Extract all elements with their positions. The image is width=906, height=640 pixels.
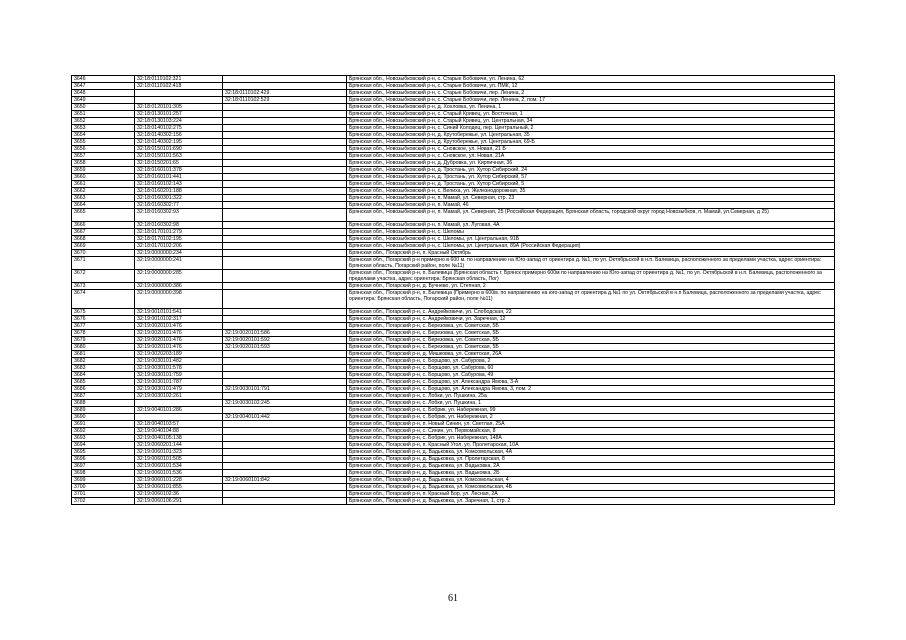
- cadastral-number-cell: 32:19:0060101:536: [135, 470, 223, 477]
- address-cell: Брянская обл., Погарский р-н, д. Вадьковка, ул. Комсомольская, 4Б: [347, 484, 835, 491]
- address-cell: Брянская обл., Новозыбковский р-н, с. Старый Кривец, ул. Центральная, 34: [347, 118, 835, 125]
- related-cadastral-number-cell: [223, 463, 347, 470]
- cadastral-number-cell: 32:18:0160101:378: [135, 167, 223, 174]
- address-cell: Брянская обл., Погарский р-н, д. Вадьковка, ул. Заречная, 1, стр. 2: [347, 498, 835, 505]
- table-row: [72, 470, 835, 477]
- address-cell: Брянская обл., Погарский р-н, п. Балевица (Брянская область г. Брянск примерно 600м по направлению на Юго-запад от ориентира д. №1, по ул. Октябрьской в н.п. Балевица, расположенного за пределами участка, адрес ориентира: Брянская область, Пог): [347, 270, 835, 283]
- related-cadastral-number-cell: [223, 351, 347, 358]
- related-cadastral-number-cell: 32:18:0110102:529: [223, 97, 347, 104]
- row-number-cell: 3657: [72, 153, 135, 160]
- table-row: [72, 270, 835, 283]
- table-row: [72, 243, 835, 250]
- row-number-cell: 3666: [72, 222, 135, 229]
- related-cadastral-number-cell: [223, 257, 347, 270]
- table-row: [72, 330, 835, 337]
- related-cadastral-number-cell: [223, 379, 347, 386]
- page-number: 61: [448, 593, 458, 604]
- cadastral-number-cell: 32:19:0000000:285: [135, 270, 223, 283]
- row-number-cell: 3648: [72, 90, 135, 97]
- address-cell: Брянская обл., Новозыбковский р-н, д. Крутобережье, ул. Центральная, 35: [347, 132, 835, 139]
- cadastral-number-cell: [135, 97, 223, 104]
- cadastral-number-cell: 32:18:0150101:690: [135, 146, 223, 153]
- table-row: [72, 283, 835, 290]
- table-row: [72, 174, 835, 181]
- table-row: [72, 463, 835, 470]
- address-cell: Брянская обл., Новозыбковский р-н, д. Тростань, ул. Хутор Сибирский, 24: [347, 167, 835, 174]
- row-number-cell: 3682: [72, 358, 135, 365]
- address-cell: Брянская обл., Погарский р-н, с. Борщово, ул. Сабурова, 49: [347, 372, 835, 379]
- row-number-cell: 3655: [72, 139, 135, 146]
- related-cadastral-number-cell: [223, 290, 347, 309]
- table-row: [72, 104, 835, 111]
- table-row: [72, 125, 835, 132]
- table-row: [72, 379, 835, 386]
- cadastral-number-cell: 32:18:0110102:418: [135, 83, 223, 90]
- cadastral-number-cell: 32:19:0060201:144: [135, 442, 223, 449]
- address-cell: Брянская обл., Погарский р-н, с. Борщово, ул. Сабурова, 60: [347, 365, 835, 372]
- cadastral-number-cell: 32:18:0140302:195: [135, 139, 223, 146]
- cadastral-number-cell: 32:19:0000000:234: [135, 250, 223, 257]
- row-number-cell: 3694: [72, 442, 135, 449]
- cadastral-number-cell: 32:19:0030102:261: [135, 393, 223, 400]
- related-cadastral-number-cell: 32:18:0110102:429: [223, 90, 347, 97]
- row-number-cell: 3647: [72, 83, 135, 90]
- related-cadastral-number-cell: [223, 188, 347, 195]
- related-cadastral-number-cell: [223, 449, 347, 456]
- cadastral-number-cell: [135, 400, 223, 407]
- related-cadastral-number-cell: [223, 470, 347, 477]
- related-cadastral-number-cell: 32:19:0020101:593: [223, 344, 347, 351]
- cadastral-number-cell: 32:19:0030101:759: [135, 372, 223, 379]
- related-cadastral-number-cell: [223, 309, 347, 316]
- address-cell: Брянская обл., Погарский р-н, с. Борщово, ул. Александра Ямова, 3-А: [347, 379, 835, 386]
- cadastral-number-cell: 32:18:0140302:156: [135, 132, 223, 139]
- address-cell: Брянская обл., Погарский р-н, с. Березовка, ул. Советская, 5Б: [347, 330, 835, 337]
- address-cell: Брянская обл., Погарский р-н, д. Вадьковка, ул. Вадьковка, 2Б: [347, 470, 835, 477]
- related-cadastral-number-cell: 32:19:0020101:592: [223, 337, 347, 344]
- table-row: [72, 195, 835, 202]
- table-row: [72, 229, 835, 236]
- row-number-cell: 3672: [72, 270, 135, 283]
- address-cell: Брянская обл., Погарский р-н, с. Синин, ул. Первомайская, 8: [347, 428, 835, 435]
- table-row: [72, 344, 835, 351]
- cadastral-number-cell: 32:19:0060101:323: [135, 449, 223, 456]
- related-cadastral-number-cell: [223, 209, 347, 222]
- cadastral-number-cell: [135, 414, 223, 421]
- related-cadastral-number-cell: [223, 393, 347, 400]
- address-cell: Брянская обл., Погарский р-н, с. Борщово, ул. Сабурова, 2: [347, 358, 835, 365]
- table-row: [72, 181, 835, 188]
- cadastral-number-cell: 32:19:0040101:286: [135, 407, 223, 414]
- address-cell: Брянская обл., Погарский р-н, с. Бобрик, ул. Набережная, 99: [347, 407, 835, 414]
- cadastral-number-cell: 32:19:0030101:482: [135, 358, 223, 365]
- related-cadastral-number-cell: [223, 111, 347, 118]
- table-row: [72, 442, 835, 449]
- address-cell: Брянская обл., Погарский р-н, д. Вадьковка, ул. Комсомольская, 4А: [347, 449, 835, 456]
- address-cell: Брянская обл., Погарский р-н, с. Лобки, ул. Пушкина, 1: [347, 400, 835, 407]
- row-number-cell: 3699: [72, 477, 135, 484]
- row-number-cell: 3687: [72, 393, 135, 400]
- cadastral-number-cell: 32:18:0170101:279: [135, 229, 223, 236]
- row-number-cell: 3646: [72, 76, 135, 83]
- address-cell: Брянская обл., Новозыбковский р-н, с. Сновское, ул. Новая, 21 Б: [347, 146, 835, 153]
- row-number-cell: 3702: [72, 498, 135, 505]
- row-number-cell: 3659: [72, 167, 135, 174]
- row-number-cell: 3689: [72, 407, 135, 414]
- table-row: [72, 118, 835, 125]
- related-cadastral-number-cell: [223, 139, 347, 146]
- row-number-cell: 3650: [72, 104, 135, 111]
- row-number-cell: 3701: [72, 491, 135, 498]
- table-row: [72, 421, 835, 428]
- cadastral-number-cell: 32:19:0060106:291: [135, 498, 223, 505]
- related-cadastral-number-cell: [223, 456, 347, 463]
- related-cadastral-number-cell: [223, 167, 347, 174]
- table-row: [72, 290, 835, 309]
- table-row: [72, 76, 835, 83]
- row-number-cell: 3670: [72, 250, 135, 257]
- row-number-cell: 3658: [72, 160, 135, 167]
- cadastral-number-cell: 32:18:0150101:563: [135, 153, 223, 160]
- address-cell: Брянская обл., Новозыбковский р-н, с. Старые Бобовичи, ул. ПМК, 12: [347, 83, 835, 90]
- cadastral-number-cell: 32:18:0120101:305: [135, 104, 223, 111]
- cadastral-number-cell: 32:19:0060101:855: [135, 484, 223, 491]
- related-cadastral-number-cell: 32:19:0040101:442: [223, 414, 347, 421]
- related-cadastral-number-cell: [223, 83, 347, 90]
- cadastral-number-cell: 32:18:0170102:195: [135, 236, 223, 243]
- related-cadastral-number-cell: [223, 76, 347, 83]
- table-row: [72, 146, 835, 153]
- address-cell: Брянская обл., Новозыбковский р-н, с. Сновское, ул. Новая, 21А: [347, 153, 835, 160]
- address-cell: Брянская обл., Погарский р-н, д. Вадьковка, ул. Вадьковка, 2А: [347, 463, 835, 470]
- table-row: [72, 484, 835, 491]
- address-cell: Брянская обл., Погарский р-н примерно в 600 м. по направлению на Юго-запад от ориентира д. №1, по ул. Октябрьской в н.п. Балевица, расположенного за пределами участка, адрес ориентира: Брянская область, Погарский район, поле №11): [347, 257, 835, 270]
- row-number-cell: 3686: [72, 386, 135, 393]
- cadastral-number-cell: 32:18:0160102:143: [135, 181, 223, 188]
- related-cadastral-number-cell: 32:19:0060101:842: [223, 477, 347, 484]
- related-cadastral-number-cell: [223, 428, 347, 435]
- table-row: [72, 83, 835, 90]
- row-number-cell: 3685: [72, 379, 135, 386]
- address-cell: Брянская обл., Погарский р-н, п. Балевица (Примерно в 600м. по направлению на юго-запад от ориентира д.№1 по ул. Октябрьской в н.п Балевица, расположенного за пределами участка, адрес ориентира: Брянская область, Погарский район, поле №11): [347, 290, 835, 309]
- row-number-cell: 3661: [72, 181, 135, 188]
- row-number-cell: 3662: [72, 188, 135, 195]
- cadastral-number-cell: 32:19:0000000:398: [135, 290, 223, 309]
- cadastral-number-cell: 32:18:0160301:322: [135, 195, 223, 202]
- table-row: [72, 250, 835, 257]
- cadastral-number-cell: 32:18:0150201:65: [135, 160, 223, 167]
- related-cadastral-number-cell: [223, 250, 347, 257]
- row-number-cell: 3691: [72, 421, 135, 428]
- row-number-cell: 3668: [72, 236, 135, 243]
- address-cell: Брянская обл., Новозыбковский р-н, д. Тростань, ул. Хутор Сибирский, 57: [347, 174, 835, 181]
- address-cell: Брянская обл., Новозыбковский р-н, п. Мамай, ул. Северная, 25 (Российская Федерация, Брянская область, городской округ город Новозыбков, п. Мамай, ул.Северная, д 25): [347, 209, 835, 222]
- address-cell: Брянская обл., Новозыбковский р-н, д. Дубровка, ул. Кирпичная, 36: [347, 160, 835, 167]
- cadastral-number-cell: 32:19:0030101:787: [135, 379, 223, 386]
- row-number-cell: 3649: [72, 97, 135, 104]
- address-cell: Брянская обл., Новозыбковский р-н, с. Синий Колодец, пер. Центральный, 2: [347, 125, 835, 132]
- cadastral-number-cell: 32:19:0020101:476: [135, 323, 223, 330]
- address-cell: Брянская обл., Погарский р-н, с. Лобки, ул. Пушкина, 25а: [347, 393, 835, 400]
- table-row: [72, 477, 835, 484]
- table-row: [72, 236, 835, 243]
- table-row: [72, 90, 835, 97]
- cadastral-number-cell: 32:19:0060101:534: [135, 463, 223, 470]
- cadastral-number-cell: 32:19:0040104:88: [135, 428, 223, 435]
- related-cadastral-number-cell: 32:19:0030101:791: [223, 386, 347, 393]
- row-number-cell: 3651: [72, 111, 135, 118]
- row-number-cell: 3693: [72, 435, 135, 442]
- address-cell: Брянская обл., Новозыбковский р-н, п. Мамай, ул. Северная, стр. 23: [347, 195, 835, 202]
- table-row: [72, 386, 835, 393]
- cadastral-number-cell: [135, 90, 223, 97]
- cadastral-number-cell: 32:18:0160101:441: [135, 174, 223, 181]
- row-number-cell: 3681: [72, 351, 135, 358]
- cadastral-number-cell: 32:18:0040103:57: [135, 421, 223, 428]
- address-cell: Брянская обл., Новозыбковский р-н, с. Старые Бобовичи, ул. Ленина, 62: [347, 76, 835, 83]
- table-row: [72, 153, 835, 160]
- cadastral-number-cell: 32:19:0030101:578: [135, 365, 223, 372]
- address-cell: Брянская обл., Погарский р-н, с. Андрейковичи, ул. Заречная, 12: [347, 316, 835, 323]
- address-cell: Брянская обл., Погарский р-н, с. Андрейковичи, ул. Слободская, 22: [347, 309, 835, 316]
- cadastral-number-cell: 32:19:0060101:505: [135, 456, 223, 463]
- row-number-cell: 3654: [72, 132, 135, 139]
- cadastral-number-cell: 32:18:0170102:206: [135, 243, 223, 250]
- row-number-cell: 3664: [72, 202, 135, 209]
- table-row: [72, 351, 835, 358]
- related-cadastral-number-cell: [223, 442, 347, 449]
- table-row: [72, 97, 835, 104]
- address-cell: Брянская обл., Новозыбковский р-н, с. Старые Бобовичи, пер. Ленина, 2: [347, 90, 835, 97]
- address-cell: Брянская обл., Погарский р-н, с. Березовка, ул. Советская, 5Б: [347, 337, 835, 344]
- table-row: [72, 202, 835, 209]
- cadastral-number-cell: 32:18:0140102:275: [135, 125, 223, 132]
- related-cadastral-number-cell: [223, 118, 347, 125]
- table-row: [72, 160, 835, 167]
- address-cell: Брянская обл., Погарский р-н, п. Красный Бор, ул. Лесная, 2А: [347, 491, 835, 498]
- related-cadastral-number-cell: [223, 484, 347, 491]
- table-row: [72, 491, 835, 498]
- related-cadastral-number-cell: [223, 125, 347, 132]
- address-cell: Брянская обл., Новозыбковский р-н, с. Шеломы: [347, 229, 835, 236]
- related-cadastral-number-cell: [223, 174, 347, 181]
- table-row: [72, 167, 835, 174]
- table-row: [72, 456, 835, 463]
- related-cadastral-number-cell: [223, 498, 347, 505]
- address-cell: Брянская обл., Погарский р-н, с. Борщово, ул. Александра Ямова, 3, пом. 2: [347, 386, 835, 393]
- address-cell: Брянская обл., Новозыбковский р-н, с. Вепиха, ул. Железнодорожная, 35: [347, 188, 835, 195]
- table-row: [72, 188, 835, 195]
- related-cadastral-number-cell: [223, 229, 347, 236]
- row-number-cell: 3692: [72, 428, 135, 435]
- address-cell: Брянская обл., Новозыбковский р-н, д. Крутобережье, ул. Центральная, 69-Б: [347, 139, 835, 146]
- related-cadastral-number-cell: [223, 153, 347, 160]
- address-cell: Брянская обл., Погарский р-н, с. Березовка, ул. Советская, 5Б: [347, 323, 835, 330]
- address-cell: Брянская обл., Новозыбковский р-н, с. Шеломы, ул. Центральная, 89А (Российская Федерация): [347, 243, 835, 250]
- table-row: [72, 414, 835, 421]
- row-number-cell: 3697: [72, 463, 135, 470]
- table-row: [72, 449, 835, 456]
- row-number-cell: 3663: [72, 195, 135, 202]
- table-row: [72, 111, 835, 118]
- related-cadastral-number-cell: [223, 316, 347, 323]
- cadastral-number-cell: 32:19:0000000:241: [135, 257, 223, 270]
- row-number-cell: 3680: [72, 344, 135, 351]
- table-row: [72, 498, 835, 505]
- related-cadastral-number-cell: 32:19:0030102:245: [223, 400, 347, 407]
- cadastral-number-cell: 32:18:0160302:98: [135, 222, 223, 229]
- related-cadastral-number-cell: [223, 243, 347, 250]
- cadastral-number-cell: 32:19:0040105:138: [135, 435, 223, 442]
- row-number-cell: 3690: [72, 414, 135, 421]
- row-number-cell: 3677: [72, 323, 135, 330]
- row-number-cell: 3679: [72, 337, 135, 344]
- cadastral-number-cell: 32:19:0030101:479: [135, 386, 223, 393]
- row-number-cell: 3671: [72, 257, 135, 270]
- row-number-cell: 3695: [72, 449, 135, 456]
- table-row: [72, 393, 835, 400]
- related-cadastral-number-cell: [223, 222, 347, 229]
- address-cell: Брянская обл., Новозыбковский р-н, п. Мамай, ул. Луговая, 4А: [347, 222, 835, 229]
- table-row: [72, 407, 835, 414]
- address-cell: Брянская обл., Погарский р-н, д. Вадьковка, ул. Комсомольская, 4: [347, 477, 835, 484]
- related-cadastral-number-cell: [223, 283, 347, 290]
- cadastral-number-cell: 32:19:0010102:317: [135, 316, 223, 323]
- cadastral-number-cell: 32:19:0060101:228: [135, 477, 223, 484]
- related-cadastral-number-cell: [223, 358, 347, 365]
- row-number-cell: 3698: [72, 470, 135, 477]
- row-number-cell: 3684: [72, 372, 135, 379]
- row-number-cell: 3688: [72, 400, 135, 407]
- address-cell: Брянская обл., Новозыбковский р-н, д. Тростань, ул. Хутор Сибирский, 5: [347, 181, 835, 188]
- related-cadastral-number-cell: [223, 323, 347, 330]
- address-cell: Брянская обл., Новозыбковский р-н, с. Старые Бобовичи, пер. Ленина, 2, пом. 17: [347, 97, 835, 104]
- row-number-cell: 3667: [72, 229, 135, 236]
- cadastral-number-cell: 32:18:0130101:257: [135, 111, 223, 118]
- table-row: [72, 337, 835, 344]
- table-row: [72, 222, 835, 229]
- cadastral-number-cell: 32:18:0110102:321: [135, 76, 223, 83]
- related-cadastral-number-cell: [223, 407, 347, 414]
- cadastral-number-cell: 32:19:0020101:476: [135, 330, 223, 337]
- row-number-cell: 3674: [72, 290, 135, 309]
- table-row: [72, 309, 835, 316]
- related-cadastral-number-cell: [223, 421, 347, 428]
- row-number-cell: 3669: [72, 243, 135, 250]
- table-row: [72, 435, 835, 442]
- table-row: [72, 365, 835, 372]
- related-cadastral-number-cell: [223, 372, 347, 379]
- related-cadastral-number-cell: [223, 195, 347, 202]
- related-cadastral-number-cell: [223, 270, 347, 283]
- address-cell: Брянская обл., Погарский р-н, д. Бучнево, ул. Степная, 2: [347, 283, 835, 290]
- related-cadastral-number-cell: [223, 435, 347, 442]
- cadastral-number-cell: 32:19:0060102:36: [135, 491, 223, 498]
- address-cell: Брянская обл., Новозыбковский р-н, с. Шеломы, ул. Центральная, 91Б: [347, 236, 835, 243]
- table-row: [72, 316, 835, 323]
- address-cell: Брянская обл., Погарский р-н, п. Красный Угол, ул. Пролетарская, 10А: [347, 442, 835, 449]
- address-cell: Брянская обл., Погарский р-н, с. Березовка, ул. Советская, 5Б: [347, 344, 835, 351]
- table-row: [72, 257, 835, 270]
- address-cell: Брянская обл., Погарский р-н, п. Новый Синин, ул. Светлая, 25А: [347, 421, 835, 428]
- cadastral-number-cell: 32:19:0000000:386: [135, 283, 223, 290]
- table-row: [72, 132, 835, 139]
- cadastral-number-cell: 32:19:0020203:189: [135, 351, 223, 358]
- address-cell: Брянская обл., Погарский р-н, д. Вадьковка, ул. Пролетарская, 8: [347, 456, 835, 463]
- address-cell: Брянская обл., Новозыбковский р-н, с. Старый Кривец, ул. Восточная, 1: [347, 111, 835, 118]
- cadastral-number-cell: 32:19:0020101:476: [135, 337, 223, 344]
- table-row: [72, 372, 835, 379]
- related-cadastral-number-cell: [223, 146, 347, 153]
- row-number-cell: 3660: [72, 174, 135, 181]
- row-number-cell: 3656: [72, 146, 135, 153]
- table-row: [72, 209, 835, 222]
- register-table-body: [72, 76, 835, 505]
- address-cell: Брянская обл., Погарский р-н, п. Красный Октябрь: [347, 250, 835, 257]
- table-row: [72, 358, 835, 365]
- address-cell: Брянская обл., Погарский р-н, с. Бобрик, ул. Набережная, 148А: [347, 435, 835, 442]
- row-number-cell: 3696: [72, 456, 135, 463]
- cadastral-number-cell: 32:18:0160302:93: [135, 209, 223, 222]
- row-number-cell: 3678: [72, 330, 135, 337]
- row-number-cell: 3673: [72, 283, 135, 290]
- row-number-cell: 3700: [72, 484, 135, 491]
- cadastral-number-cell: 32:19:0010101:541: [135, 309, 223, 316]
- row-number-cell: 3683: [72, 365, 135, 372]
- row-number-cell: 3676: [72, 316, 135, 323]
- cadastral-number-cell: 32:18:0160302:77: [135, 202, 223, 209]
- table-row: [72, 139, 835, 146]
- cadastral-number-cell: 32:18:0160201:188: [135, 188, 223, 195]
- related-cadastral-number-cell: [223, 365, 347, 372]
- row-number-cell: 3675: [72, 309, 135, 316]
- row-number-cell: 3653: [72, 125, 135, 132]
- row-number-cell: 3652: [72, 118, 135, 125]
- table-row: [72, 323, 835, 330]
- related-cadastral-number-cell: 32:19:0020101:586: [223, 330, 347, 337]
- related-cadastral-number-cell: [223, 491, 347, 498]
- related-cadastral-number-cell: [223, 160, 347, 167]
- cadastral-number-cell: 32:19:0020101:476: [135, 344, 223, 351]
- related-cadastral-number-cell: [223, 132, 347, 139]
- table-row: [72, 428, 835, 435]
- related-cadastral-number-cell: [223, 181, 347, 188]
- address-cell: Брянская обл., Новозыбковский р-н, д. Хохловка, ул. Ленина, 1: [347, 104, 835, 111]
- table-row: [72, 400, 835, 407]
- cadastral-number-cell: 32:18:0130103:224: [135, 118, 223, 125]
- register-table: [71, 75, 835, 505]
- address-cell: Брянская обл., Новозыбковский р-н, п. Мамай, 46: [347, 202, 835, 209]
- related-cadastral-number-cell: [223, 236, 347, 243]
- row-number-cell: 3665: [72, 209, 135, 222]
- address-cell: Брянская обл., Погарский р-н, д. Мишковка, ул. Советская, 26А: [347, 351, 835, 358]
- related-cadastral-number-cell: [223, 202, 347, 209]
- address-cell: Брянская обл., Погарский р-н, с. Бобрик, ул. Набережная, 2: [347, 414, 835, 421]
- related-cadastral-number-cell: [223, 104, 347, 111]
